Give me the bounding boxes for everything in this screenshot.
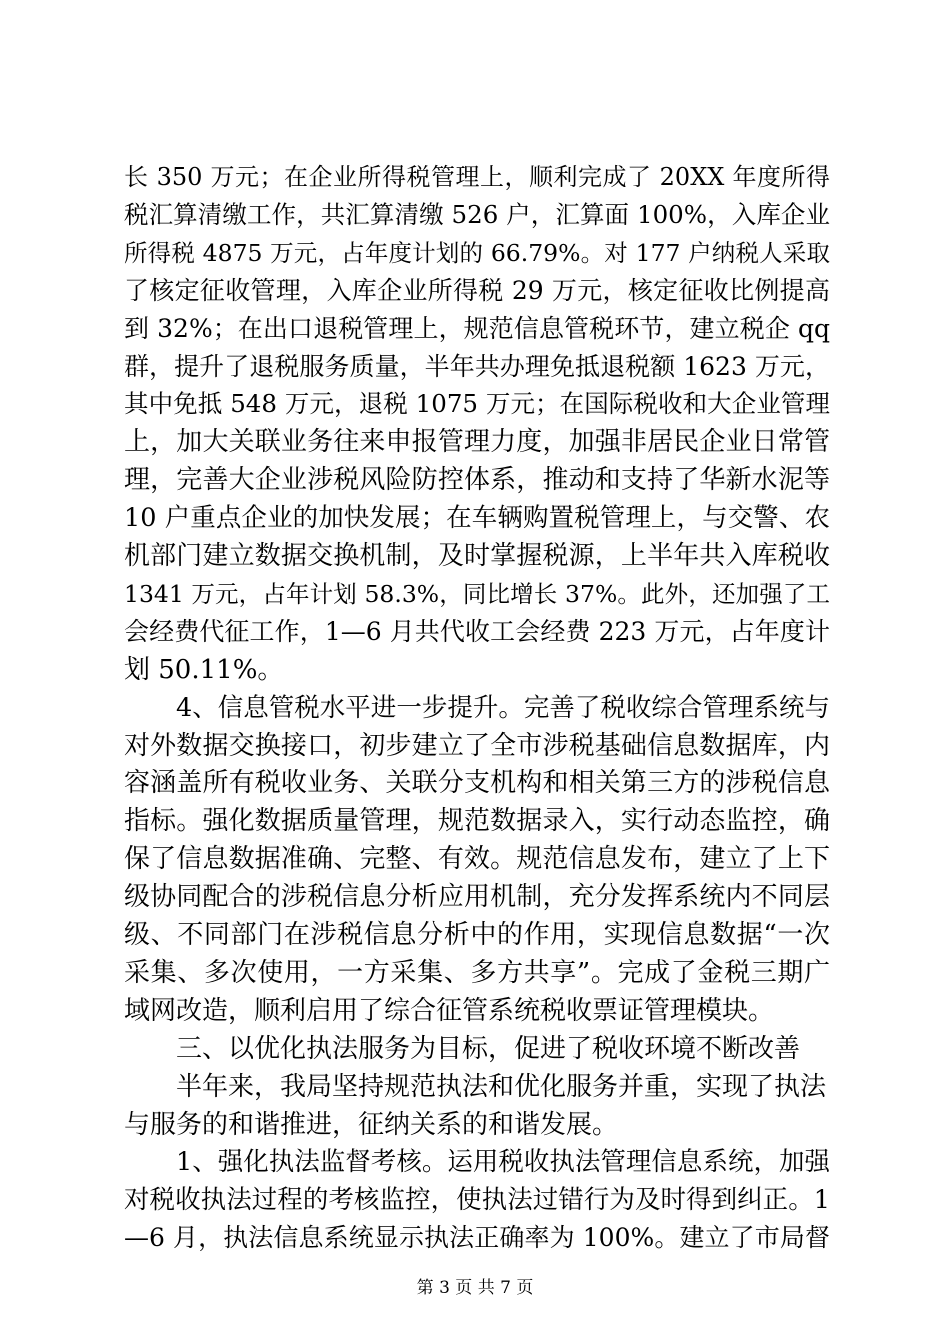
text-line: 其中免抵 548 万元，退税 1075 万元；在国际税收和大企业管理 <box>124 389 830 418</box>
paragraph-start-line: 4、信息管税水平进一步提升。完善了税收综合管理系统与 <box>176 693 830 723</box>
text-line: 对税收执法过程的考核监控，使执法过错行为及时得到纠正。1 <box>124 1185 830 1215</box>
text-line: 10 户重点企业的加快发展；在车辆购置税管理上，与交警、农 <box>124 503 830 533</box>
text-line: 域网改造，顺利启用了综合征管系统税收票证管理模块。 <box>124 996 775 1026</box>
text-line: 容涵盖所有税收业务、关联分支机构和相关第三方的涉税信息 <box>124 768 830 798</box>
text-line: 了核定征收管理，入库企业所得税 29 万元，核定征收比例提高 <box>124 276 830 305</box>
text-line: 级、不同部门在涉税信息分析中的作用，实现信息数据“一次 <box>124 920 830 950</box>
text-line: 划 50.11%。 <box>124 655 284 685</box>
text-line: 采集、多次使用，一方采集、多方共享”。完成了金税三期广 <box>124 958 830 988</box>
text-line: 机部门建立数据交换机制，及时掌握税源，上半年共入库税收 <box>124 541 830 571</box>
text-line: 1341 万元，占年计划 58.3%，同比增长 37%。此外，还加强了工 <box>124 580 830 608</box>
text-line: 税汇算清缴工作，共汇算清缴 526 户，汇算面 100%，入库企业 <box>124 200 830 229</box>
section-heading: 三、以优化执法服务为目标，促进了税收环境不断改善 <box>176 1034 801 1064</box>
text-line: —6 月，执法信息系统显示执法正确率为 100%。建立了市局督 <box>124 1223 830 1252</box>
text-line: 级协同配合的涉税信息分析应用机制，充分发挥系统内不同层 <box>124 882 830 912</box>
text-line: 对外数据交换接口，初步建立了全市涉税基础信息数据库，内 <box>124 731 830 761</box>
text-line: 与服务的和谐推进，征纳关系的和谐发展。 <box>124 1110 619 1140</box>
text-line: 到 32%；在出口退税管理上，规范信息管税环节，建立税企 qq <box>124 314 830 343</box>
paragraph-start-line: 半年来，我局坚持规范执法和优化服务并重，实现了执法 <box>176 1072 827 1102</box>
text-line: 会经费代征工作，1—6 月共代收工会经费 223 万元，占年度计 <box>124 617 830 646</box>
text-line: 理，完善大企业涉税风险防控体系，推动和支持了华新水泥等 <box>124 465 830 495</box>
paragraph-start-line: 1、强化执法监督考核。运用税收执法管理信息系统，加强 <box>176 1147 830 1177</box>
text-line: 上，加大关联业务往来申报管理力度，加强非居民企业日常管 <box>124 427 830 457</box>
text-line: 保了信息数据准确、完整、有效。规范信息发布，建立了上下 <box>124 844 830 874</box>
text-line: 长 350 万元；在企业所得税管理上，顺利完成了 20XX 年度所得 <box>124 163 830 191</box>
text-line: 所得税 4875 万元，占年度计划的 66.79%。对 177 户纳税人采取 <box>124 239 830 267</box>
text-line: 群，提升了退税服务质量，半年共办理免抵退税额 1623 万元， <box>124 352 830 381</box>
text-line: 指标。强化数据质量管理，规范数据录入，实行动态监控，确 <box>124 806 830 836</box>
page-number-footer: 第 3 页 共 7 页 <box>416 1278 534 1298</box>
